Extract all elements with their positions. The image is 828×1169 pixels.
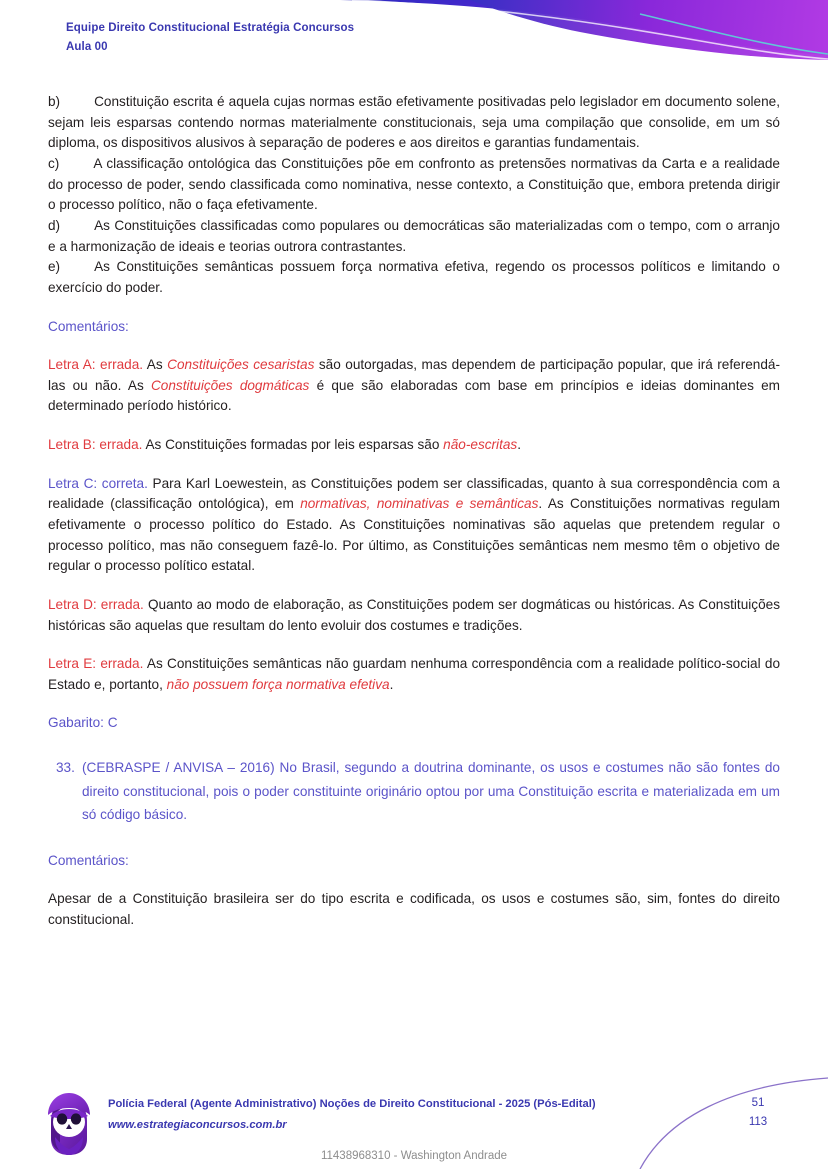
alternative-c <box>48 154 780 216</box>
page-total-number: 113 <box>748 1116 768 1129</box>
document-content <box>48 92 780 930</box>
header-title-block <box>66 20 354 55</box>
letra-c-emphasis-1: normativas, nominativas e semânticas <box>300 496 539 512</box>
letra-c-part2: . As Constituições normativas regulam efetivamente o processo político do Estado. As Constituições nominativas são aquelas que pretendem regular o processo político, mas não conseguem fazê-lo. Por último, as Constituições semânticas nem mesmo têm o objetivo de regular o processo político estatal. <box>48 496 781 574</box>
user-watermark: 11438968310 - Washington Andrade <box>320 1150 508 1162</box>
letra-d-tag: Letra D: errada. <box>48 596 144 612</box>
footer-course-title: Polícia Federal (Agente Administrativo) Noções de Direito Constitucional - 2025 (Pós-Edital) <box>108 1098 596 1111</box>
question-33-text: (CEBRASPE / ANVISA – 2016) No Brasil, segundo a doutrina dominante, os usos e costumes não são fontes do direito constitucional, pois o poder constituinte originário optou por uma Constituição escrita e materializada em um só código básico. <box>82 760 780 823</box>
letra-b-explanation <box>48 435 780 456</box>
gabarito-answer: Gabarito: C <box>48 715 118 731</box>
letra-a-emphasis-1: Constituições cesaristas <box>167 356 315 372</box>
question-33 <box>56 756 780 826</box>
alternative-e <box>48 257 780 298</box>
letra-c-tag: Letra C: correta. <box>48 475 148 491</box>
letra-e-tag: Letra E: errada. <box>48 656 144 672</box>
letra-b-part1: As Constituições formadas por leis esparsas são <box>142 436 444 452</box>
page-number-block <box>736 1094 780 1133</box>
letra-a-part1: As <box>143 356 168 372</box>
alternative-c-letter: c) <box>48 155 60 171</box>
header-subtitle: Aula 00 <box>66 40 108 53</box>
alternative-c-text: A classificação ontológica das Constituições põe em confronto as pretensões normativas da Carta e a realidade do processo de poder, sendo classificada como nominativa, nesse contexto, a Constituição que, embora pretenda dirigir o processo político, não o faça efetivamente. <box>48 155 780 213</box>
letra-d-explanation <box>48 595 780 636</box>
alternative-e-letter: e) <box>48 259 61 275</box>
letra-c-explanation <box>48 474 780 577</box>
page-footer <box>0 1073 828 1169</box>
letra-d-part1: Quanto ao modo de elaboração, as Constituições podem ser dogmáticas ou históricas. As Constituições históricas são aquelas que resultam do lento evoluir dos costumes e tradições. <box>48 596 780 633</box>
letra-e-part1: As Constituições semânticas não guardam nenhuma correspondência com a realidade político-social do Estado e, portanto, <box>48 656 780 692</box>
letra-a-tag: Letra A: errada. <box>48 356 144 372</box>
letra-b-part2: . <box>517 436 521 452</box>
alternative-d <box>48 216 780 257</box>
page-current-number: 51 <box>751 1096 765 1109</box>
comentarios-heading-2: Comentários: <box>48 852 129 868</box>
letra-e-part2: . <box>389 676 394 692</box>
alternative-d-letter: d) <box>48 217 61 233</box>
header-title: Equipe Direito Constitucional Estratégia Concursos <box>66 22 355 34</box>
owl-mascot-logo <box>40 1091 98 1157</box>
letra-a-explanation <box>48 355 780 417</box>
final-answer-paragraph: Apesar de a Constituição brasileira ser do tipo escrita e codificada, os usos e costumes são, sim, fontes do direito constitucional. <box>48 891 780 927</box>
letra-b-emphasis-1: não-escritas <box>443 436 518 452</box>
footer-website-link[interactable]: www.estrategiaconcursos.com.br <box>108 1119 287 1132</box>
alternative-b <box>48 92 780 154</box>
comentarios-heading-1: Comentários: <box>48 318 129 334</box>
letra-a-part2: são outorgadas, mas dependem de participação popular, que irá referendá-las ou não. As <box>48 356 781 393</box>
letra-c-part1: Para Karl Loewestein, as Constituições podem ser classificadas, quanto à sua correspondência com a realidade (classificação ontológica), em <box>48 475 780 512</box>
letra-a-emphasis-2: Constituições dogmáticas <box>150 377 310 393</box>
letra-e-explanation <box>48 654 780 695</box>
alternative-b-letter: b) <box>48 94 61 109</box>
letra-a-part3: é que são elaboradas com base em princípios e ideias dominantes em determinado período histórico. <box>48 377 780 414</box>
letra-e-emphasis-1: não possuem força normativa efetiva <box>166 676 390 692</box>
alternative-d-text: As Constituições classificadas como populares ou democráticas são materializadas com o tempo, com o arranjo e a harmonização de ideais e teorias outrora contrastantes. <box>48 217 780 254</box>
question-33-number: 33. <box>56 760 75 776</box>
page-header <box>0 0 828 72</box>
alternative-b-text: Constituição escrita é aquela cujas normas estão efetivamente positivadas pelo legislador em documento solene, sejam leis esparsas contendo normas materialmente constitucionais, seja uma compilação que consolide, em um só diploma, os dispositivos alusivos à separação de poderes e aos direitos e garantias fundamentais. <box>48 94 780 151</box>
letra-b-tag: Letra B: errada. <box>48 436 143 452</box>
alternative-e-text: As Constituições semânticas possuem força normativa efetiva, regendo os processos políticos e limitando o exercício do poder. <box>48 259 780 295</box>
footer-text-block <box>108 1096 596 1135</box>
